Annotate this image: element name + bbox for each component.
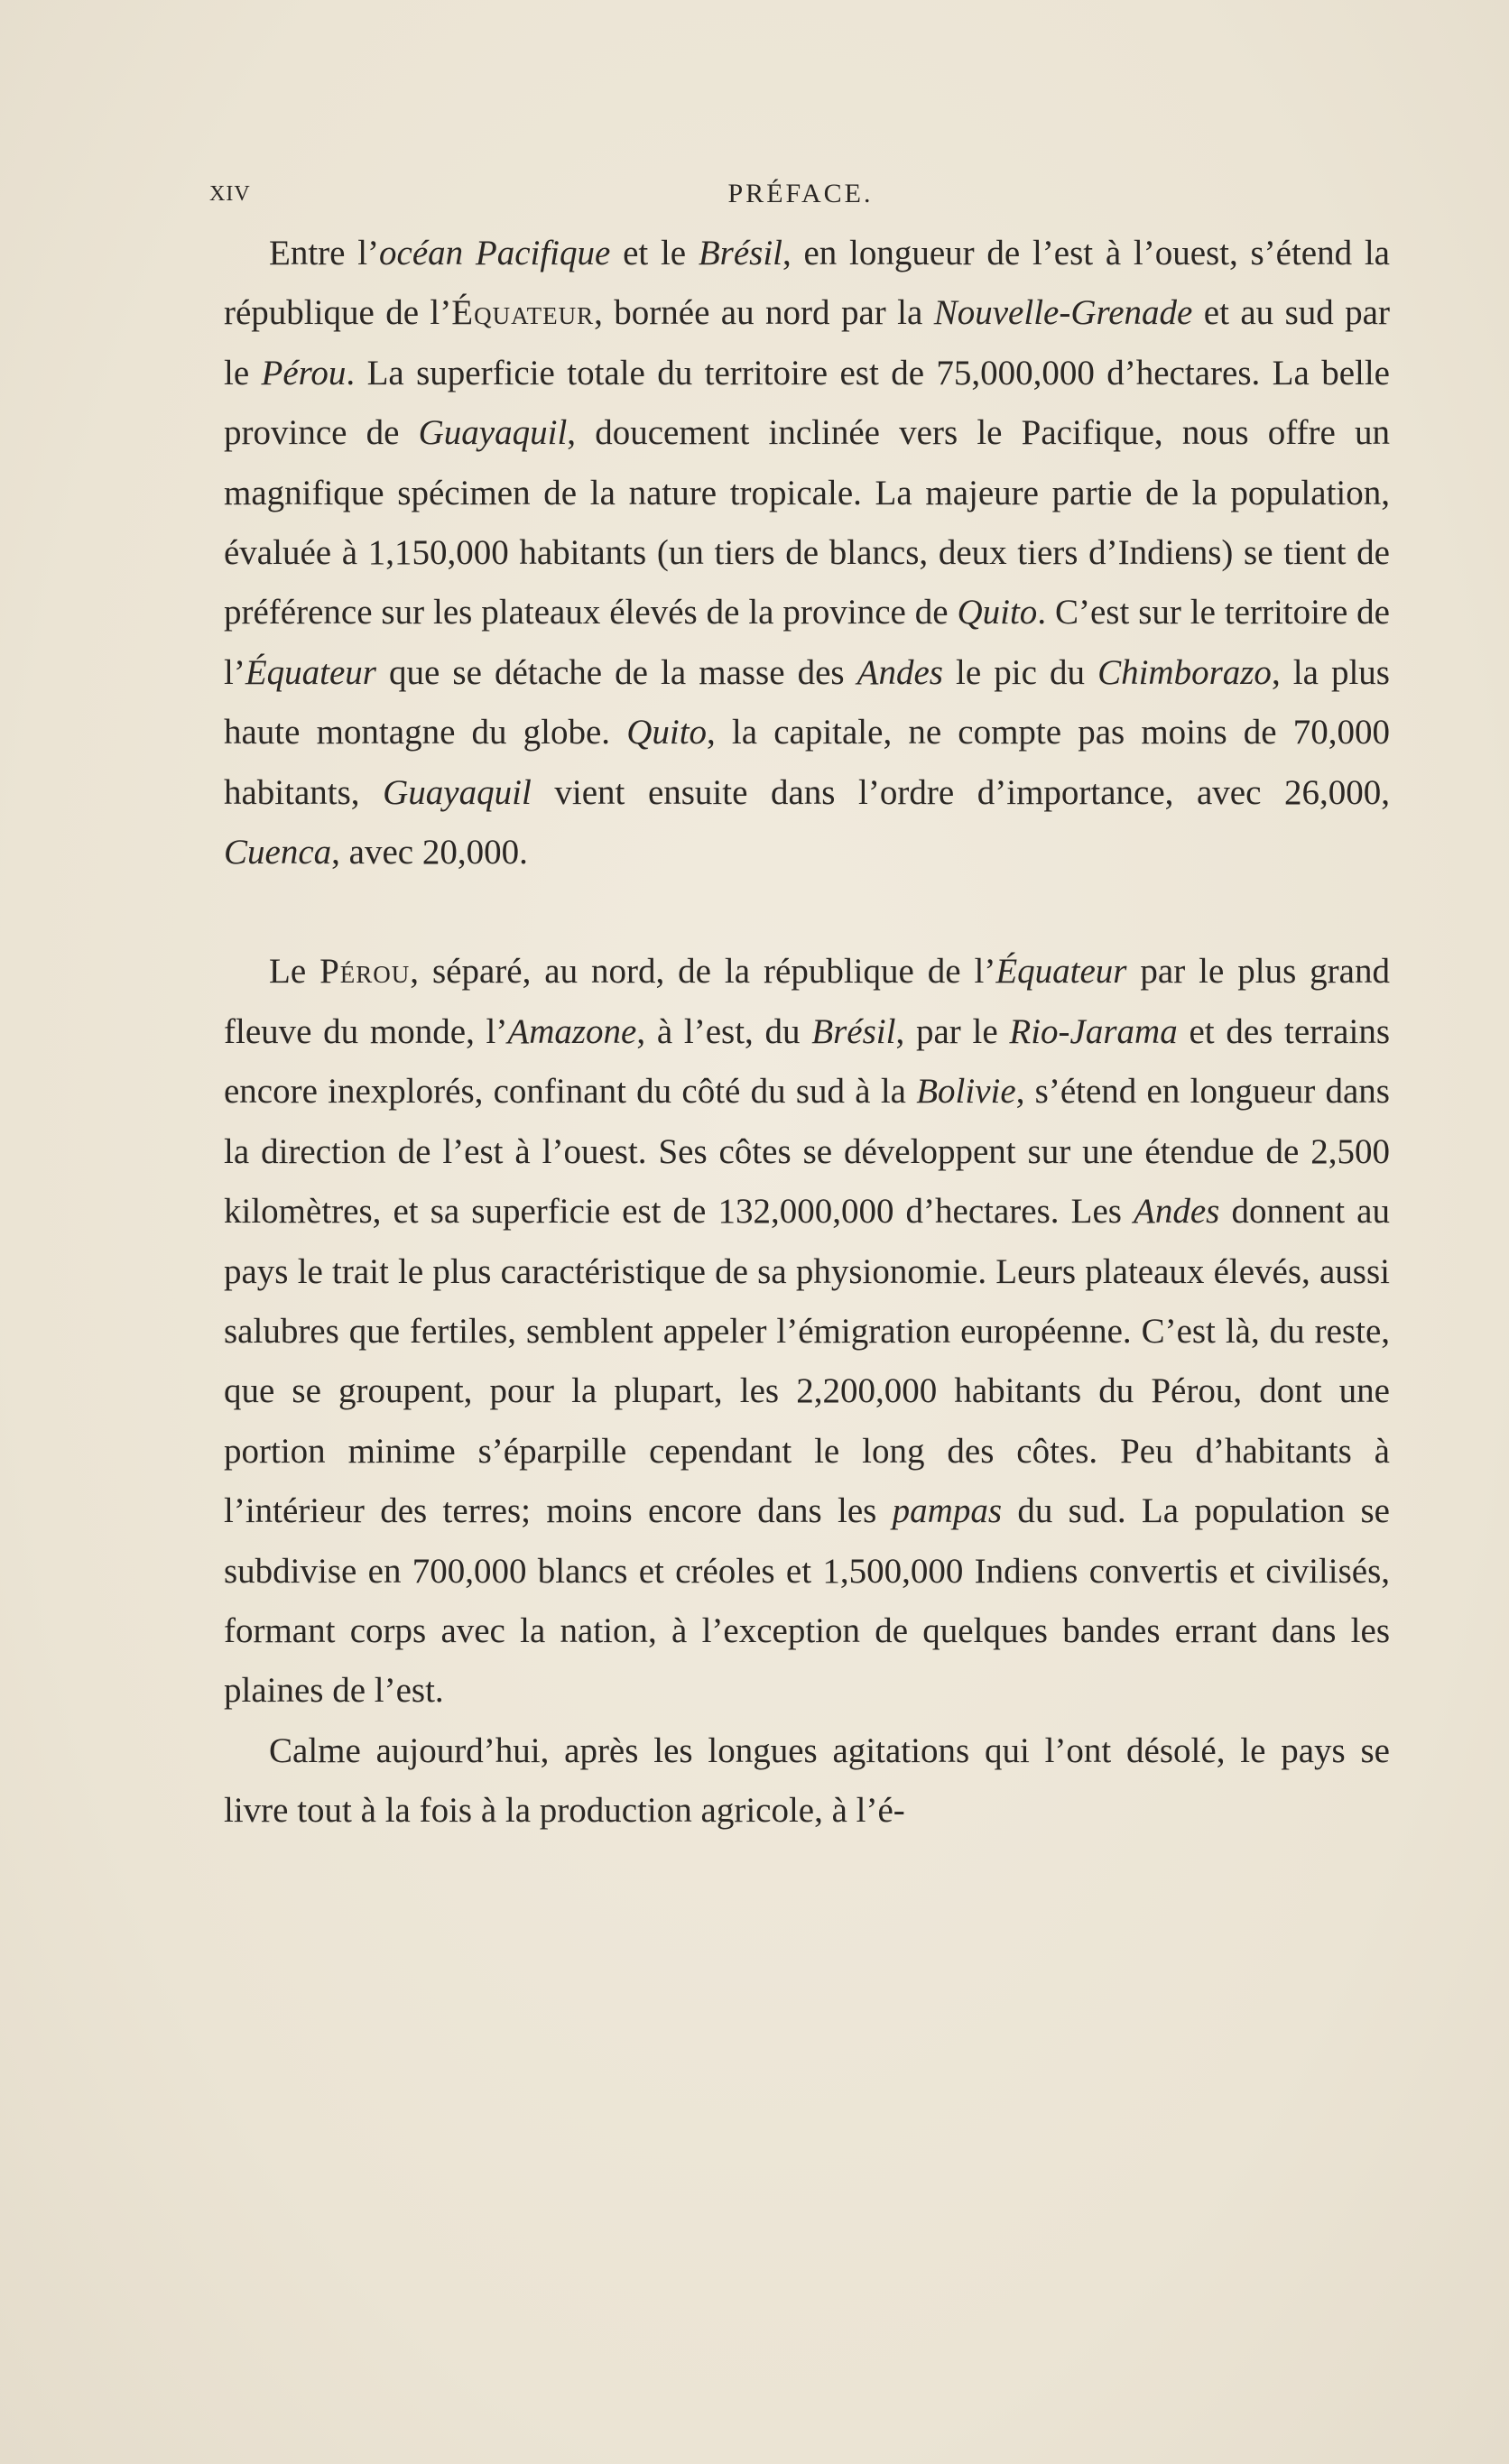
text-run: que se détache de la masse des bbox=[375, 652, 857, 692]
text-run: , avec 20,000. bbox=[331, 833, 528, 872]
text-run: Nouvelle-Grenade bbox=[933, 293, 1193, 333]
text-run: . C’est sur le territoire de l’ bbox=[224, 593, 1390, 692]
text-run: , en longueur de l’est à l’ouest, s’étend la république de l’ bbox=[224, 234, 1390, 333]
text-run: Amazone bbox=[507, 1011, 637, 1051]
text-run: , à l’est, du bbox=[636, 1011, 812, 1051]
text-run: , doucement inclinée vers le Pacifique, nous offre un magnifique spécimen de la nature tropicale. La majeure partie de la population, évaluée à 1,150,000 habitants (un tiers de blancs, deux tiers d’Indiens) se tient de préférence sur les plateaux élevés de la province de bbox=[224, 413, 1390, 632]
text-run: et au sud par le bbox=[224, 293, 1390, 392]
text-run: , la capitale, ne compte pas moins de 70,000 habitants, bbox=[224, 713, 1390, 812]
text-run: , s’étend en longueur dans la direction de l’est à l’ouest. Ses côtes se développent sur une étendue de 2,500 kilomètres, et sa superficie est de 132,000,000 d’hectares. Les bbox=[224, 1072, 1390, 1232]
text-run: donnent au pays le trait le plus caractéristique de sa physionomie. Leurs plateaux élevés, aussi salubres que fertiles, semblent appeler l’émigration européenne. C’est là, du reste, que se groupent, pour la plupart, les 2,200,000 habitants du Pérou, dont une portion minime s’éparpille cependant le long des côtes. Peu d’habitants à l’intérieur des terres; moins encore dans les bbox=[224, 1192, 1390, 1531]
text-run: Andes bbox=[856, 652, 943, 692]
text-run: , par le bbox=[895, 1011, 1010, 1051]
text-run: Andes bbox=[1134, 1192, 1220, 1232]
text-run: Brésil bbox=[698, 234, 782, 272]
text-run: Pérou bbox=[261, 353, 347, 392]
text-run: . La superficie totale du territoire est de 75,000,000 d’hectares. La belle province de bbox=[224, 353, 1390, 453]
text-run: Guayaquil bbox=[418, 413, 568, 453]
text-run: vient ensuite dans l’ordre d’importance, avec 26,000, bbox=[531, 772, 1390, 812]
text-run: océan Pacifique bbox=[379, 234, 611, 272]
text-run: Bolivie bbox=[916, 1072, 1016, 1112]
text-run: Pérou bbox=[319, 952, 411, 992]
text-run: du sud. La population se subdivise en 700,000 blancs et créoles et 1,500,000 Indiens convertis et civilisés, formant corps avec la nation, à l’exception de quelques bandes errant dans les plaines de l’est. bbox=[224, 1491, 1390, 1711]
text-run: Calme aujourd’hui, après les longues agitations qui l’ont désolé, le pays se livre tout à la fois à la production agricole, à l’é- bbox=[224, 1730, 1390, 1831]
text-run: pampas bbox=[892, 1491, 1003, 1531]
text-run: le pic du bbox=[942, 652, 1098, 692]
text-run: Quito bbox=[957, 593, 1038, 632]
text-run: Cuenca bbox=[224, 833, 332, 872]
text-run: par le plus grand fleuve du monde, l’ bbox=[224, 952, 1390, 1051]
text-run: , bornée au nord par la bbox=[594, 293, 934, 333]
paragraph-perou bbox=[224, 942, 1390, 1721]
paragraph-equateur bbox=[224, 224, 1390, 882]
text-run: , séparé, au nord, de la république de l’ bbox=[410, 952, 996, 992]
text-run: Équateur bbox=[245, 652, 376, 692]
paragraph-calme bbox=[224, 1721, 1390, 1841]
text-run: Quito bbox=[626, 713, 708, 752]
header-title: PRÉFACE. bbox=[727, 179, 874, 208]
text-run: et des terrains encore inexplorés, confinant du côté du sud à la bbox=[224, 1011, 1390, 1112]
body-text bbox=[224, 224, 1390, 1841]
text-run: Équateur bbox=[451, 293, 595, 333]
text-run: Entre l’ bbox=[269, 234, 380, 272]
text-run: Chimborazo bbox=[1097, 652, 1272, 692]
text-run: Rio-Jarama bbox=[1009, 1011, 1178, 1051]
text-run: , la plus haute montagne du globe. bbox=[224, 652, 1390, 752]
text-run: et le bbox=[610, 234, 699, 272]
text-run: Guayaquil bbox=[383, 772, 532, 812]
text-run: Le bbox=[269, 952, 320, 992]
text-run: Équateur bbox=[995, 952, 1127, 992]
page-number: XIV bbox=[209, 182, 251, 206]
text-run: Brésil bbox=[811, 1011, 896, 1051]
running-head bbox=[209, 179, 1392, 218]
